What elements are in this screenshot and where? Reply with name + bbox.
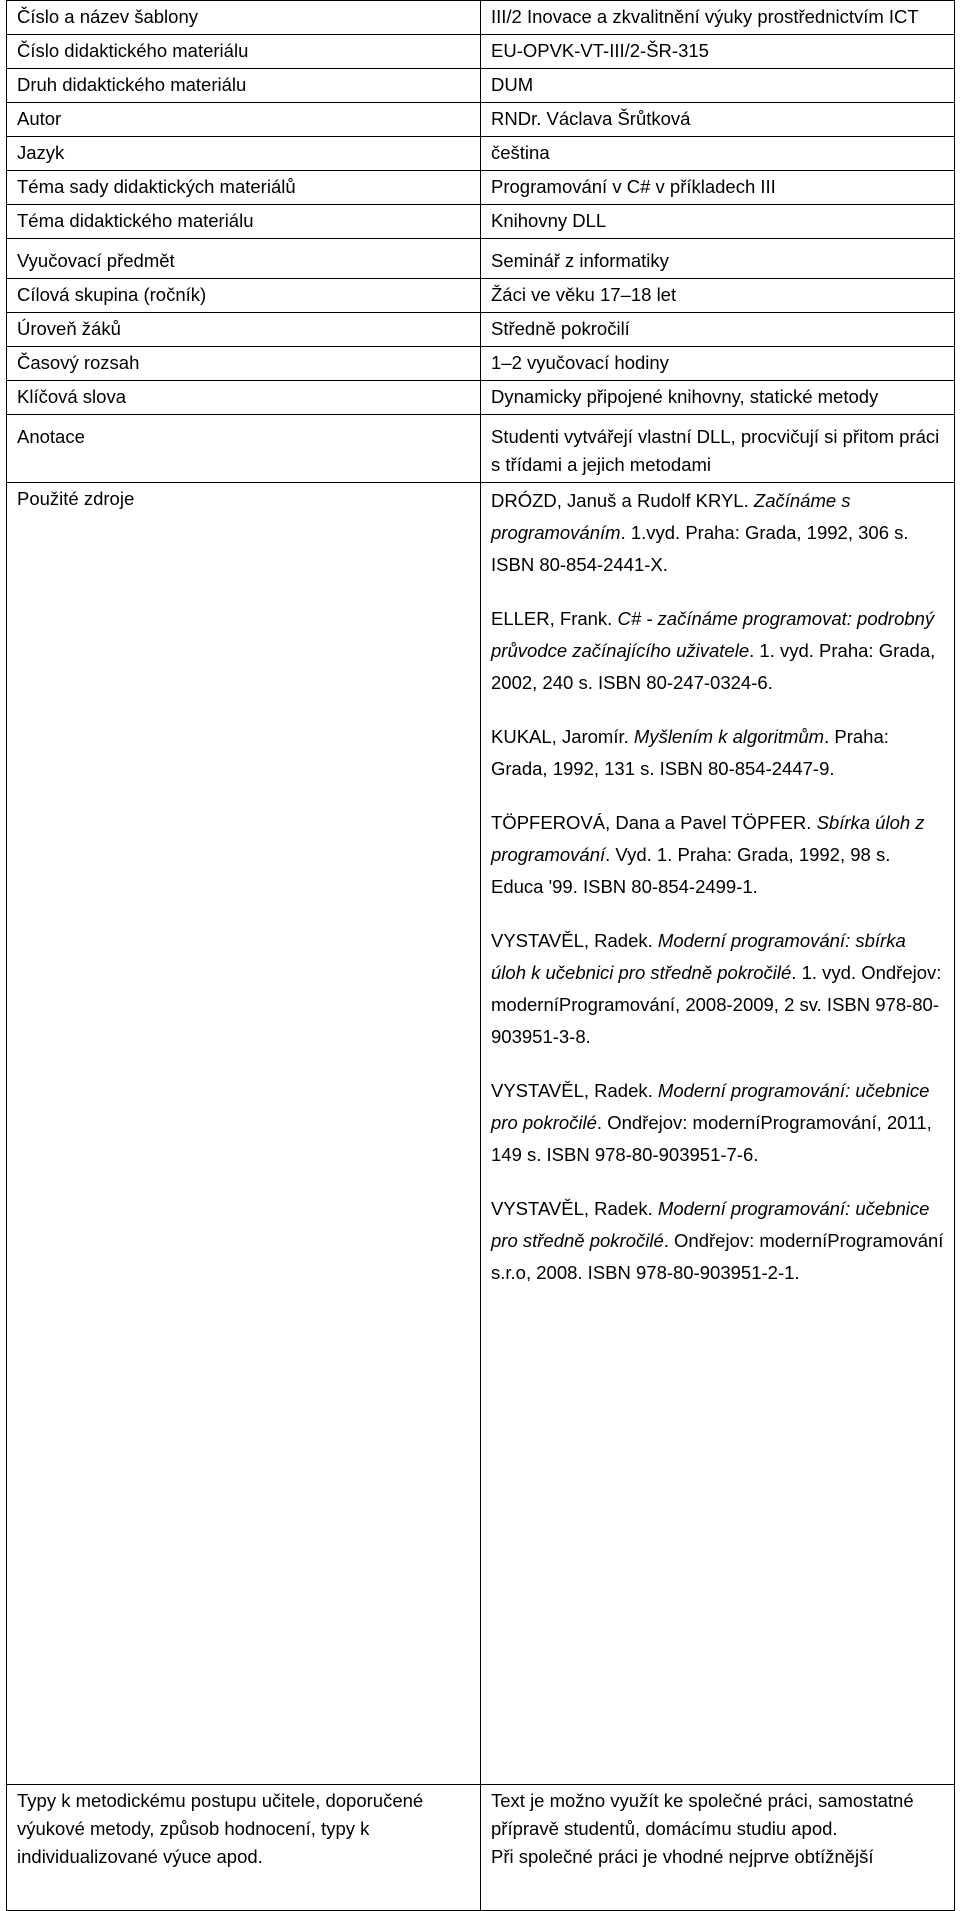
metadata-body bbox=[7, 1, 955, 1911]
row-label: Číslo didaktického materiálu bbox=[7, 35, 481, 69]
row-value: Programování v C# v příkladech III bbox=[481, 171, 955, 205]
row-value: Středně pokročilí bbox=[481, 313, 955, 347]
row-value: Dynamicky připojené knihovny, statické metody bbox=[481, 381, 955, 415]
row-label: Číslo a název šablony bbox=[7, 1, 481, 35]
row-value: Seminář z informatiky bbox=[481, 239, 955, 279]
row-label: Téma didaktického materiálu bbox=[7, 205, 481, 239]
row-template-number bbox=[7, 1, 955, 35]
reference-item: VYSTAVĚL, Radek. Moderní programování: sbírka úloh k učebnici pro středně pokročilé. 1. vyd. Ondřejov: moderníProgramování, 2008-2009, 2 sv. ISBN 978-80-903951-3-8. bbox=[491, 930, 942, 1047]
reference-item: VYSTAVĚL, Radek. Moderní programování: učebnice pro pokročilé. Ondřejov: moderníProgramování, 2011, 149 s. ISBN 978-80-903951-7-6. bbox=[491, 1080, 932, 1165]
row-label: Klíčová slova bbox=[7, 381, 481, 415]
row-value: Knihovny DLL bbox=[481, 205, 955, 239]
row-sources bbox=[7, 483, 955, 1785]
row-label: Druh didaktického materiálu bbox=[7, 69, 481, 103]
row-value: Studenti vytvářejí vlastní DLL, procvičují si přitom práci s třídami a jejich metodami bbox=[481, 415, 955, 483]
reference-item: DRÓZD, Januš a Rudolf KRYL. Začínáme s programováním. 1.vyd. Praha: Grada, 1992, 306 s. ISBN 80-854-2441-X. bbox=[491, 490, 909, 575]
row-level bbox=[7, 313, 955, 347]
row-label: Cílová skupina (ročník) bbox=[7, 279, 481, 313]
tips-value bbox=[481, 1785, 955, 1911]
tips-text: Text je možno využít ke společné práci, samostatné přípravě studentů, domácímu studiu apod. bbox=[491, 1790, 914, 1839]
row-language bbox=[7, 137, 955, 171]
row-target-group bbox=[7, 279, 955, 313]
row-value: RNDr. Václava Šrůtková bbox=[481, 103, 955, 137]
row-label: Anotace bbox=[7, 415, 481, 483]
sources-list bbox=[481, 483, 955, 1785]
row-keywords bbox=[7, 381, 955, 415]
row-material-type bbox=[7, 69, 955, 103]
row-label: Vyučovací předmět bbox=[7, 239, 481, 279]
row-value: 1–2 vyučovací hodiny bbox=[481, 347, 955, 381]
row-value: čeština bbox=[481, 137, 955, 171]
row-value: EU-OPVK-VT-III/2-ŠR-315 bbox=[481, 35, 955, 69]
row-label: Téma sady didaktických materiálů bbox=[7, 171, 481, 205]
row-value: DUM bbox=[481, 69, 955, 103]
tips-label: Typy k metodickému postupu učitele, doporučené výukové metody, způsob hodnocení, typy k individualizované výuce apod. bbox=[7, 1785, 481, 1911]
reference-item: VYSTAVĚL, Radek. Moderní programování: učebnice pro středně pokročilé. Ondřejov: moderníProgramování s.r.o, 2008. ISBN 978-80-903951-2-1. bbox=[491, 1198, 944, 1283]
metadata-table bbox=[6, 0, 955, 1911]
row-label: Úroveň žáků bbox=[7, 313, 481, 347]
sources-label: Použité zdroje bbox=[7, 483, 481, 1785]
row-author bbox=[7, 103, 955, 137]
row-teaching-tips bbox=[7, 1785, 955, 1911]
reference-item: TÖPFEROVÁ, Dana a Pavel TÖPFER. Sbírka úloh z programování. Vyd. 1. Praha: Grada, 1992, 98 s. Educa '99. ISBN 80-854-2499-1. bbox=[491, 812, 925, 897]
tips-text-continued: Při společné práci je vhodné nejprve obtížnější bbox=[491, 1846, 874, 1867]
row-value: Žáci ve věku 17–18 let bbox=[481, 279, 955, 313]
row-material-number bbox=[7, 35, 955, 69]
row-material-topic bbox=[7, 205, 955, 239]
row-subject bbox=[7, 239, 955, 279]
row-set-topic bbox=[7, 171, 955, 205]
row-time bbox=[7, 347, 955, 381]
row-label: Časový rozsah bbox=[7, 347, 481, 381]
reference-item: KUKAL, Jaromír. Myšlením k algoritmům. Praha: Grada, 1992, 131 s. ISBN 80-854-2447-9. bbox=[491, 726, 889, 779]
row-annotation bbox=[7, 415, 955, 483]
row-value: III/2 Inovace a zkvalitnění výuky prostřednictvím ICT bbox=[481, 1, 955, 35]
row-label: Jazyk bbox=[7, 137, 481, 171]
reference-item: ELLER, Frank. C# - začínáme programovat: podrobný průvodce začínajícího uživatele. 1. vyd. Praha: Grada, 2002, 240 s. ISBN 80-247-0324-6. bbox=[491, 608, 936, 693]
row-label: Autor bbox=[7, 103, 481, 137]
